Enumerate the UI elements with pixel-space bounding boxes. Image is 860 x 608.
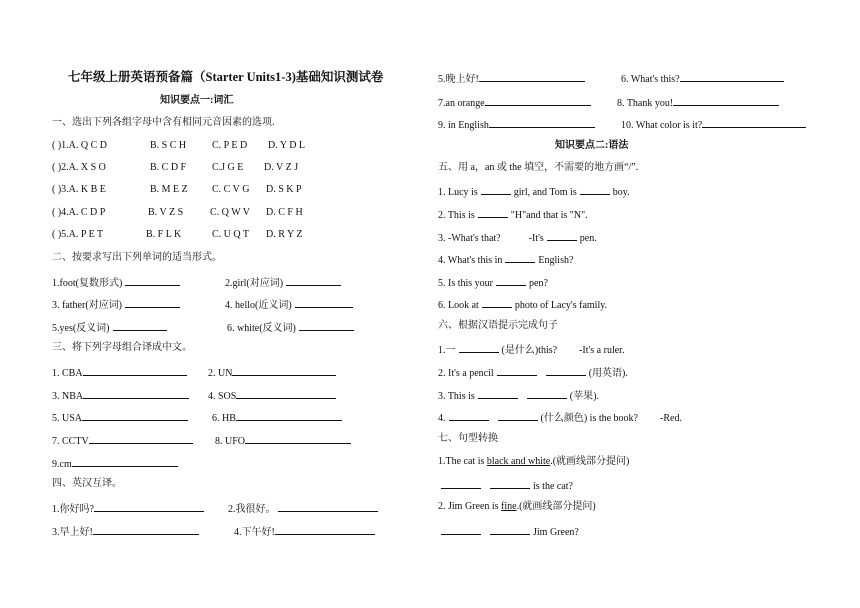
q6-item[interactable]: 3. This is (苹果).	[438, 388, 599, 403]
q6-heading: 六、根据汉语提示完成句子	[438, 320, 558, 331]
q5-item[interactable]: 4. What's this in English?	[438, 252, 573, 267]
q3-item[interactable]: 6. HB	[212, 410, 345, 425]
q3-item[interactable]: 3. NBA	[52, 388, 192, 403]
q2-item[interactable]: 4. hello(近义词)	[225, 297, 356, 312]
q3-item[interactable]: 1. CBA	[52, 365, 190, 380]
q3-item[interactable]: 2. UN	[208, 365, 339, 380]
q3-item[interactable]: 7. CCTV	[52, 433, 196, 448]
q7-item: 2. Jim Green is fine.(就画线部分提问)	[438, 501, 596, 512]
q4-item[interactable]: 9. in English	[438, 117, 598, 132]
q1-item: ( )2.A. X S O B. C D F C.J G E D. V Z J	[52, 162, 299, 173]
q4-item[interactable]: 1.你好吗?	[52, 501, 207, 516]
section-heading-grammar: 知识要点二:语法	[555, 140, 629, 151]
q2-item[interactable]: 3. father(对应词)	[52, 297, 183, 312]
q1-item: ( )4.A. C D P B. V Z S C. Q W V D. C F H	[52, 207, 303, 218]
q2-item[interactable]: 1.foot(复数形式)	[52, 275, 183, 290]
q2-item[interactable]: 2.girl(对应词)	[225, 275, 344, 290]
q3-item[interactable]: 8. UFO	[215, 433, 354, 448]
q2-item[interactable]: 5.yes(反义词)	[52, 320, 170, 335]
q1-item: ( )5.A. P E T B. F L K C. U Q T D. R Y Z	[52, 229, 303, 240]
q6-item[interactable]: 4. (什么颜色) is the book? -Red.	[438, 410, 682, 425]
q5-item[interactable]: 2. This is "H"and that is "N".	[438, 207, 588, 222]
section-heading-vocabulary: 知识要点一:词汇	[160, 95, 234, 106]
q5-item[interactable]: 6. Look at photo of Lacy's family.	[438, 297, 607, 312]
q7-heading: 七、句型转换	[438, 433, 498, 444]
q7-answer[interactable]: is the cat?	[438, 478, 573, 493]
q4-item[interactable]: 3.早上好!	[52, 524, 202, 539]
q5-item[interactable]: 1. Lucy is girl, and Tom is boy.	[438, 184, 630, 199]
q4-item[interactable]: 10. What color is it?	[621, 117, 809, 132]
q6-item[interactable]: 1.一 (是什么)this? -It's a ruler.	[438, 342, 624, 357]
q5-heading: 五、用 a，an 或 the 填空，不需要的地方画“/”.	[438, 162, 639, 173]
q1-heading: 一、选出下列各组字母中含有相同元音因素的选项.	[52, 117, 275, 128]
q7-answer[interactable]: Jim Green?	[438, 524, 579, 539]
q3-item[interactable]: 4. SOS	[208, 388, 339, 403]
q2-heading: 二、按要求写出下列单词的适当形式。	[52, 252, 222, 263]
q6-item[interactable]: 2. It's a pencil (用英语).	[438, 365, 628, 380]
q2-item[interactable]: 6. white(反义词)	[227, 320, 357, 335]
q4-item[interactable]: 7.an orange	[438, 95, 594, 110]
q3-item[interactable]: 5. USA	[52, 410, 191, 425]
q4-item[interactable]: 2.我很好。	[228, 501, 381, 516]
q5-item[interactable]: 5. Is this your pen?	[438, 275, 548, 290]
q3-heading: 三、将下列字母组合译成中文。	[52, 342, 192, 353]
q5-item[interactable]: 3. -What's that? -It's pen.	[438, 230, 597, 245]
q4-item[interactable]: 8. Thank you!	[617, 95, 782, 110]
q4-item[interactable]: 6. What's this?	[621, 71, 787, 86]
q1-item: ( )1.A. Q C D B. S C H C. P E D D. Y D L	[52, 140, 306, 151]
q4-heading: 四、英汉互译。	[52, 478, 122, 489]
q1-item: ( )3.A. K B E B. M E Z C. C V G D. S K P	[52, 184, 302, 195]
q4-item[interactable]: 5.晚上好!	[438, 71, 588, 86]
q7-item: 1.The cat is black and white.(就画线部分提问)	[438, 456, 630, 467]
page-title: 七年级上册英语预备篇（Starter Units1-3)基础知识测试卷	[68, 70, 384, 84]
q3-item[interactable]: 9.cm	[52, 456, 181, 471]
q4-item[interactable]: 4.下午好!	[234, 524, 378, 539]
